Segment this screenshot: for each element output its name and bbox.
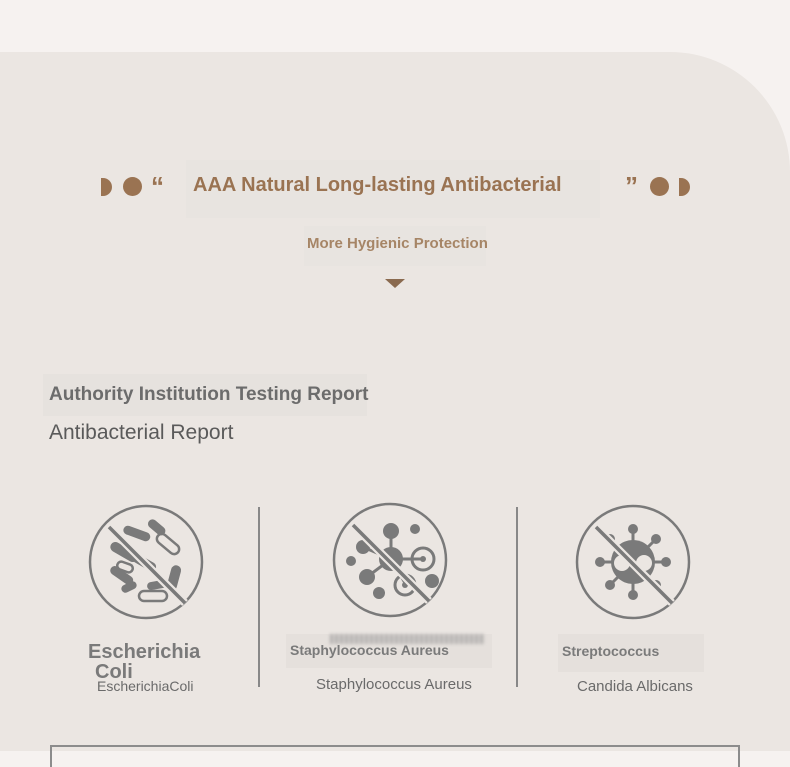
page-subtitle: More Hygienic Protection — [307, 235, 488, 252]
bacteria-name-streptococcus: Streptococcus — [562, 643, 660, 659]
half-dot-decoration — [679, 178, 690, 196]
bacteria-caption-staphylococcus: Staphylococcus Aureus — [316, 676, 472, 693]
bacteria-caption-escherichia: EscherichiaColi — [97, 678, 194, 694]
column-divider — [516, 507, 518, 687]
no-virus-icon — [574, 503, 692, 621]
dot-decoration — [123, 177, 142, 196]
column-divider — [258, 507, 260, 687]
dot-decoration — [650, 177, 669, 196]
no-staphylococcus-icon — [331, 501, 449, 619]
down-arrow-icon — [385, 279, 405, 288]
title-row — [0, 160, 790, 220]
half-dot-decoration — [101, 178, 112, 196]
report-subtitle: Antibacterial Report — [49, 421, 234, 444]
report-title: Authority Institution Testing Report — [49, 384, 369, 405]
open-quote-mark: “ — [151, 171, 164, 201]
bottom-frame — [50, 745, 740, 767]
page-title: AAA Natural Long-lasting Antibacterial — [193, 174, 562, 196]
close-quote-mark: ” — [625, 171, 638, 201]
no-bacilli-icon — [87, 503, 205, 621]
bacteria-caption-candida: Candida Albicans — [577, 678, 693, 695]
bacteria-name-staphylococcus: Staphylococcus Aureus — [290, 642, 449, 658]
bacteria-name-escherichia: Escherichia Coli — [88, 641, 201, 683]
